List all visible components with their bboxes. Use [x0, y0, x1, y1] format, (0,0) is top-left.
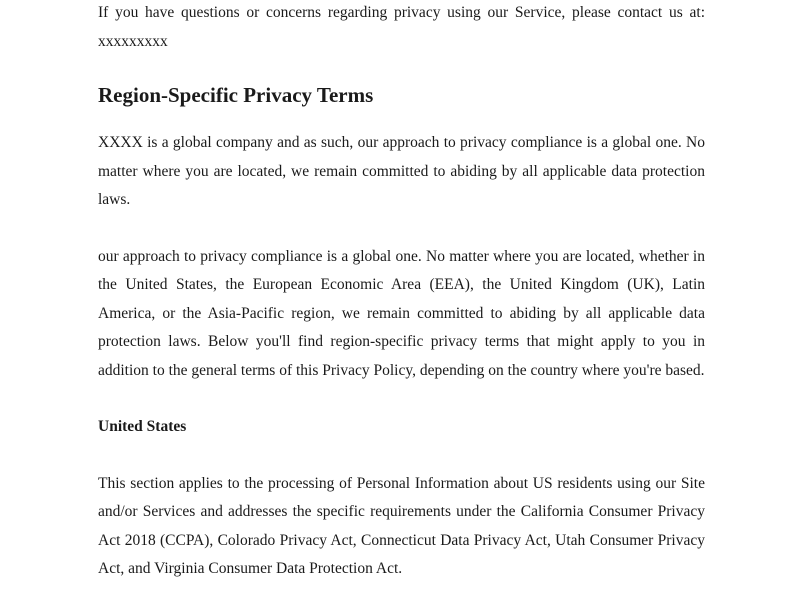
- region-terms-paragraph: our approach to privacy compliance is a global one. No matter where you are located, whether in the United States, the European Economic Area (EEA), the United Kingdom (UK), Latin America, or the Asia-Pacific region, we remain committed to abiding by all applicable data protection laws. Below you'll find region-specific privacy terms that might apply to you in addition to the general terms of this Privacy Policy, depending on the country where you're based.: [98, 247, 705, 379]
- united-states-heading: United States: [98, 418, 187, 435]
- united-states-paragraph: This section applies to the processing of Personal Information about US residents using our Site and/or Services and addresses the specific requirements under the California Consumer Privacy Act 2018 (CCPA), Colorado Privacy Act, Connecticut Data Privacy Act, Utah Consumer Privacy Act, and Virginia Consumer Data Protection Act.: [98, 474, 705, 577]
- region-specific-terms-heading: Region-Specific Privacy Terms: [98, 83, 374, 107]
- global-compliance-paragraph: XXXX is a global company and as such, our approach to privacy compliance is a global one. No matter where you are located, we remain committed to abiding by all applicable data protection laws.: [98, 134, 705, 208]
- privacy-policy-content: [98, 0, 705, 584]
- contact-paragraph: If you have questions or concerns regarding privacy using our Service, please contact us at: xxxxxxxxx: [98, 4, 705, 50]
